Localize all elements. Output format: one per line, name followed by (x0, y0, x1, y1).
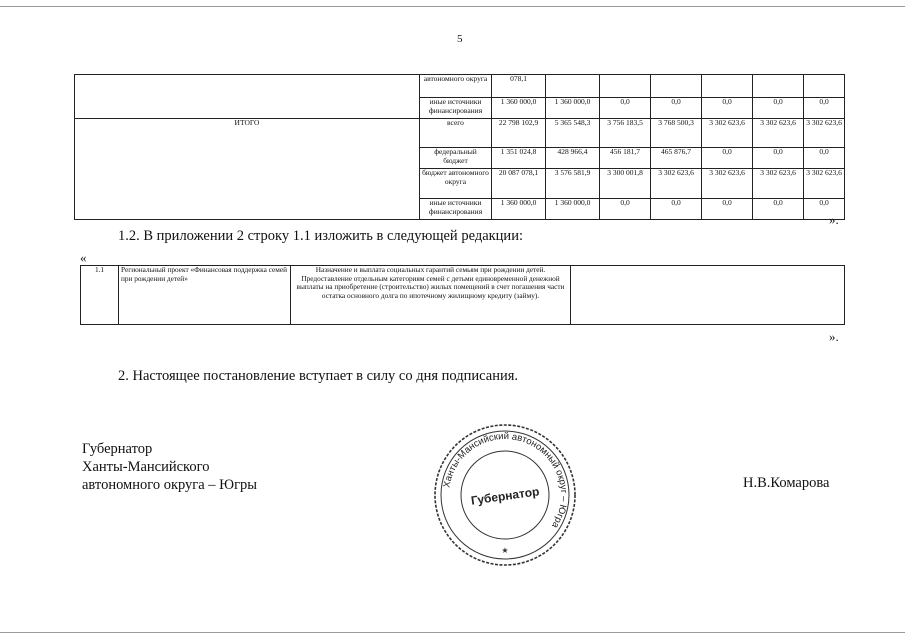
amount-cell: 0,0 (651, 98, 702, 119)
amount-cell: 0,0 (804, 148, 845, 169)
row-label (75, 75, 420, 119)
amount-cell: 3 576 581,9 (546, 169, 600, 199)
page-number: 5 (457, 33, 463, 45)
amount-cell: 0,0 (600, 98, 651, 119)
paragraph-2: 2. Настоящее постановление вступает в силу со дня подписания. (118, 368, 519, 384)
stamp-center-text: Губернатор (470, 484, 541, 508)
stamp-star-icon: ★ (501, 546, 509, 555)
project-extra (571, 266, 845, 325)
table-row (75, 75, 845, 98)
project-row (81, 266, 845, 325)
table-row (75, 119, 845, 148)
signer-name: Н.В.Комарова (743, 475, 830, 491)
funding-source-cell: иные источники финансирования (420, 199, 492, 220)
signature-title-line1: Губернатор (82, 441, 153, 457)
amount-cell: 0,0 (651, 199, 702, 220)
scan-edge-bottom (0, 632, 905, 633)
funding-source-cell: иные источники финансирования (420, 98, 492, 119)
amount-cell (804, 75, 845, 98)
official-stamp (430, 420, 580, 570)
amount-cell: 0,0 (753, 199, 804, 220)
amount-cell: 0,0 (702, 98, 753, 119)
amount-cell (651, 75, 702, 98)
amount-cell: 3 302 623,6 (753, 119, 804, 148)
amount-cell: 0,0 (753, 98, 804, 119)
amount-cell: 1 360 000,0 (492, 98, 546, 119)
paragraph-1-2: 1.2. В приложении 2 строку 1.1 изложить в следующей редакции: (118, 228, 523, 244)
amount-cell (546, 75, 600, 98)
amount-cell: 5 365 548,3 (546, 119, 600, 148)
project-number: 1.1 (81, 266, 119, 325)
amount-cell: 428 966,4 (546, 148, 600, 169)
amount-cell: 3 302 623,6 (702, 169, 753, 199)
signature-title-line2: Ханты-Мансийского (82, 459, 210, 475)
amount-cell: 3 302 623,6 (702, 119, 753, 148)
amount-cell (753, 75, 804, 98)
stamp-ring-text: Ханты-Мансийский автономный округ – Югра (441, 430, 570, 530)
amount-cell: 3 300 001,8 (600, 169, 651, 199)
close-quote-2: ». (829, 329, 839, 344)
amount-cell: 20 087 078,1 (492, 169, 546, 199)
amount-cell: 1 360 000,0 (546, 98, 600, 119)
amount-cell: 3 756 183,5 (600, 119, 651, 148)
amount-cell: 0,0 (753, 148, 804, 169)
amount-cell: 078,1 (492, 75, 546, 98)
financing-table (74, 74, 845, 220)
amount-cell: 3 302 623,6 (804, 169, 845, 199)
signature-title (82, 440, 257, 494)
funding-source-cell: автономного округа (420, 75, 492, 98)
amount-cell (600, 75, 651, 98)
project-table (80, 265, 845, 325)
signature-title-line3: автономного округа – Югры (82, 477, 258, 493)
open-quote: « (80, 250, 87, 265)
amount-cell: 456 181,7 (600, 148, 651, 169)
amount-cell: 465 876,7 (651, 148, 702, 169)
funding-source-cell: федеральный бюджет (420, 148, 492, 169)
scan-edge-top (0, 6, 905, 7)
row-label: ИТОГО (75, 119, 420, 220)
amount-cell: 1 360 000,0 (546, 199, 600, 220)
amount-cell: 1 360 000,0 (492, 199, 546, 220)
amount-cell: 1 351 024,8 (492, 148, 546, 169)
amount-cell: 3 768 500,3 (651, 119, 702, 148)
close-quote: ». (829, 212, 839, 227)
amount-cell: 0,0 (702, 148, 753, 169)
amount-cell: 0,0 (600, 199, 651, 220)
funding-source-cell: всего (420, 119, 492, 148)
project-description: Назначение и выплата социальных гарантий семьям при рождении детей. Предоставление отдельным категориям семей с детьми единовременной денежной выплаты на приобретение (строительство) жилых помещений в счет погашения части остатка основного долга по ипотечному жилищному кредиту (займу). (291, 266, 571, 325)
amount-cell: 0,0 (804, 199, 845, 220)
amount-cell: 22 798 102,9 (492, 119, 546, 148)
funding-source-cell: бюджет автономного округа (420, 169, 492, 199)
amount-cell: 0,0 (702, 199, 753, 220)
amount-cell: 3 302 623,6 (804, 119, 845, 148)
amount-cell: 3 302 623,6 (753, 169, 804, 199)
project-name: Региональный проект «Финансовая поддержка семей при рождении детей» (119, 266, 291, 325)
amount-cell (702, 75, 753, 98)
amount-cell: 3 302 623,6 (651, 169, 702, 199)
amount-cell: 0,0 (804, 98, 845, 119)
